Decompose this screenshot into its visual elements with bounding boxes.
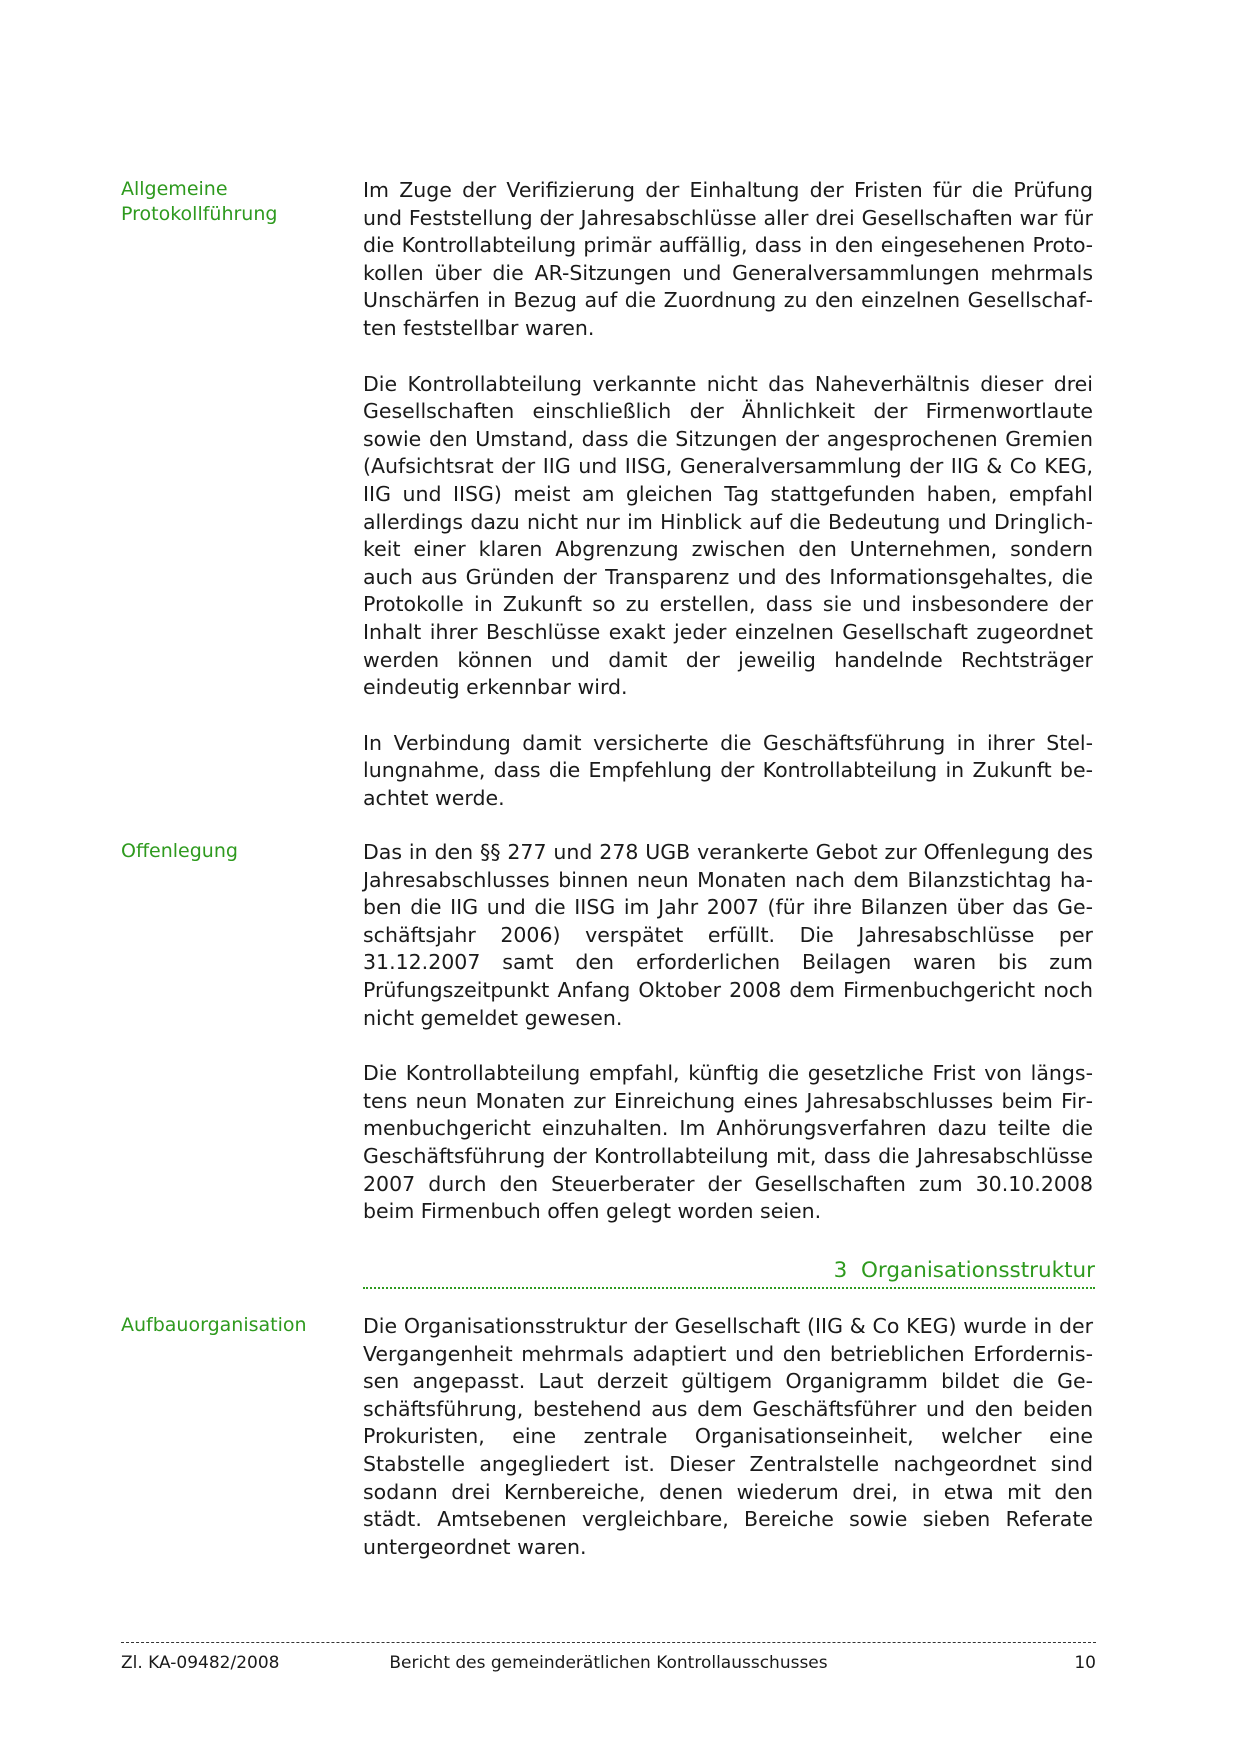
section-body xyxy=(363,1313,1093,1589)
footer-title: Bericht des gemeinderätlichen Kontrollausschusses xyxy=(389,1653,828,1673)
margin-label: Aufbauorganisation xyxy=(121,1314,307,1336)
paragraph: In Verbindung damit versicherte die Geschäftsführung in ihrer Stellungnahme, dass die Empfehlung der Kontrollabteilung in Zukunft beachtet werde. xyxy=(363,730,1093,810)
footer-reference: Zl. KA-09482/2008 xyxy=(121,1653,280,1673)
paragraph: Im Zuge der Verifizierung der Einhaltung der Fristen für die Prüfung und Feststellung der Jahresabschlüsse aller drei Gesellschaften war für die Kontrollabteilung primär auffällig, dass in den eingesehenen Protokollen über die AR-Sitzungen und Generalversammlungen mehrmals Unschärfen in Bezug auf die Zuordnung zu den einzelnen Gesellschaften feststellbar waren. xyxy=(363,178,1093,340)
page-number: 10 xyxy=(1074,1653,1096,1673)
margin-label: Allgemeine Protokollführung xyxy=(121,178,278,225)
paragraph: Die Kontrollabteilung empfahl, künftig die gesetzliche Frist von längstens neun Monaten zur Einreichung eines Jahresabschlusses beim Firmenbuchgericht einzuhalten. Im Anhörungsverfahren dazu teilte die Geschäftsführung der Kontrollabteilung mit, dass die Jahresabschlüsse 2007 durch den Steuerberater der Gesellschaften zum 30.10.2008 beim Firmenbuch offen gelegt worden seien. xyxy=(363,1061,1093,1224)
page-footer xyxy=(121,1653,1096,1677)
section-title: Organisationsstruktur xyxy=(860,1258,1095,1283)
margin-label: Offenlegung xyxy=(121,840,238,862)
section-heading xyxy=(363,1258,1095,1289)
footer-divider xyxy=(121,1642,1096,1643)
section-body xyxy=(363,839,1093,1254)
paragraph: Das in den §§ 277 und 278 UGB verankerte Gebot zur Offenlegung des Jahresabschlusses binnen neun Monaten nach dem Bilanzstichtag haben die IIG und die IISG im Jahr 2007 (für ihre Bilanzen über das Geschäftsjahr 2006) verspätet erfüllt. Die Jahresabschlüsse per 31.12.2007 samt den erforderlichen Beilagen waren bis zum Prüfungszeitpunkt Anfang Oktober 2008 dem Firmenbuchgericht noch nicht gemeldet gewesen. xyxy=(363,840,1093,1030)
section-number: 3 xyxy=(833,1258,848,1283)
paragraph: Die Kontrollabteilung verkannte nicht das Naheverhältnis dieser drei Gesellschaften einschließlich der Ähnlichkeit der Firmenwortlaute sowie den Umstand, dass die Sitzungen der angesprochenen Gremien (Aufsichtsrat der IIG und IISG, Generalversammlung der IIG & Co KEG, IIG und IISG) meist am gleichen Tag stattgefunden haben, empfahl allerdings dazu nicht nur im Hinblick auf die Bedeutung und Dringlichkeit einer klaren Abgrenzung zwischen den Unternehmen, sondern auch aus Gründen der Transparenz und des Informationsgehaltes, die Protokolle in Zukunft so zu erstellen, dass sie und insbesondere der Inhalt ihrer Beschlüsse exakt jeder einzelnen Gesellschaft zugeordnet werden können und damit der jeweilig handelnde Rechtsträger eindeutig erkennbar wird. xyxy=(363,371,1093,700)
paragraph: Die Organisationsstruktur der Gesellschaft (IIG & Co KEG) wurde in der Vergangenheit mehrmals adaptiert und den betrieblichen Erfordernissen angepasst. Laut derzeit gültigem Organigramm bildet die Geschäftsführung, bestehend aus dem Geschäftsführer und den beiden Prokuristen, eine zentrale Organisationseinheit, welcher eine Stabstelle angegliedert ist. Dieser Zentralstelle nachgeordnet sind sodann drei Kernbereiche, denen wiederum drei, in etwa mit den städt. Amtsebenen vergleichbare, Bereiche sowie sieben Referate untergeordnet waren. xyxy=(363,1314,1093,1559)
section-body xyxy=(363,177,1093,840)
